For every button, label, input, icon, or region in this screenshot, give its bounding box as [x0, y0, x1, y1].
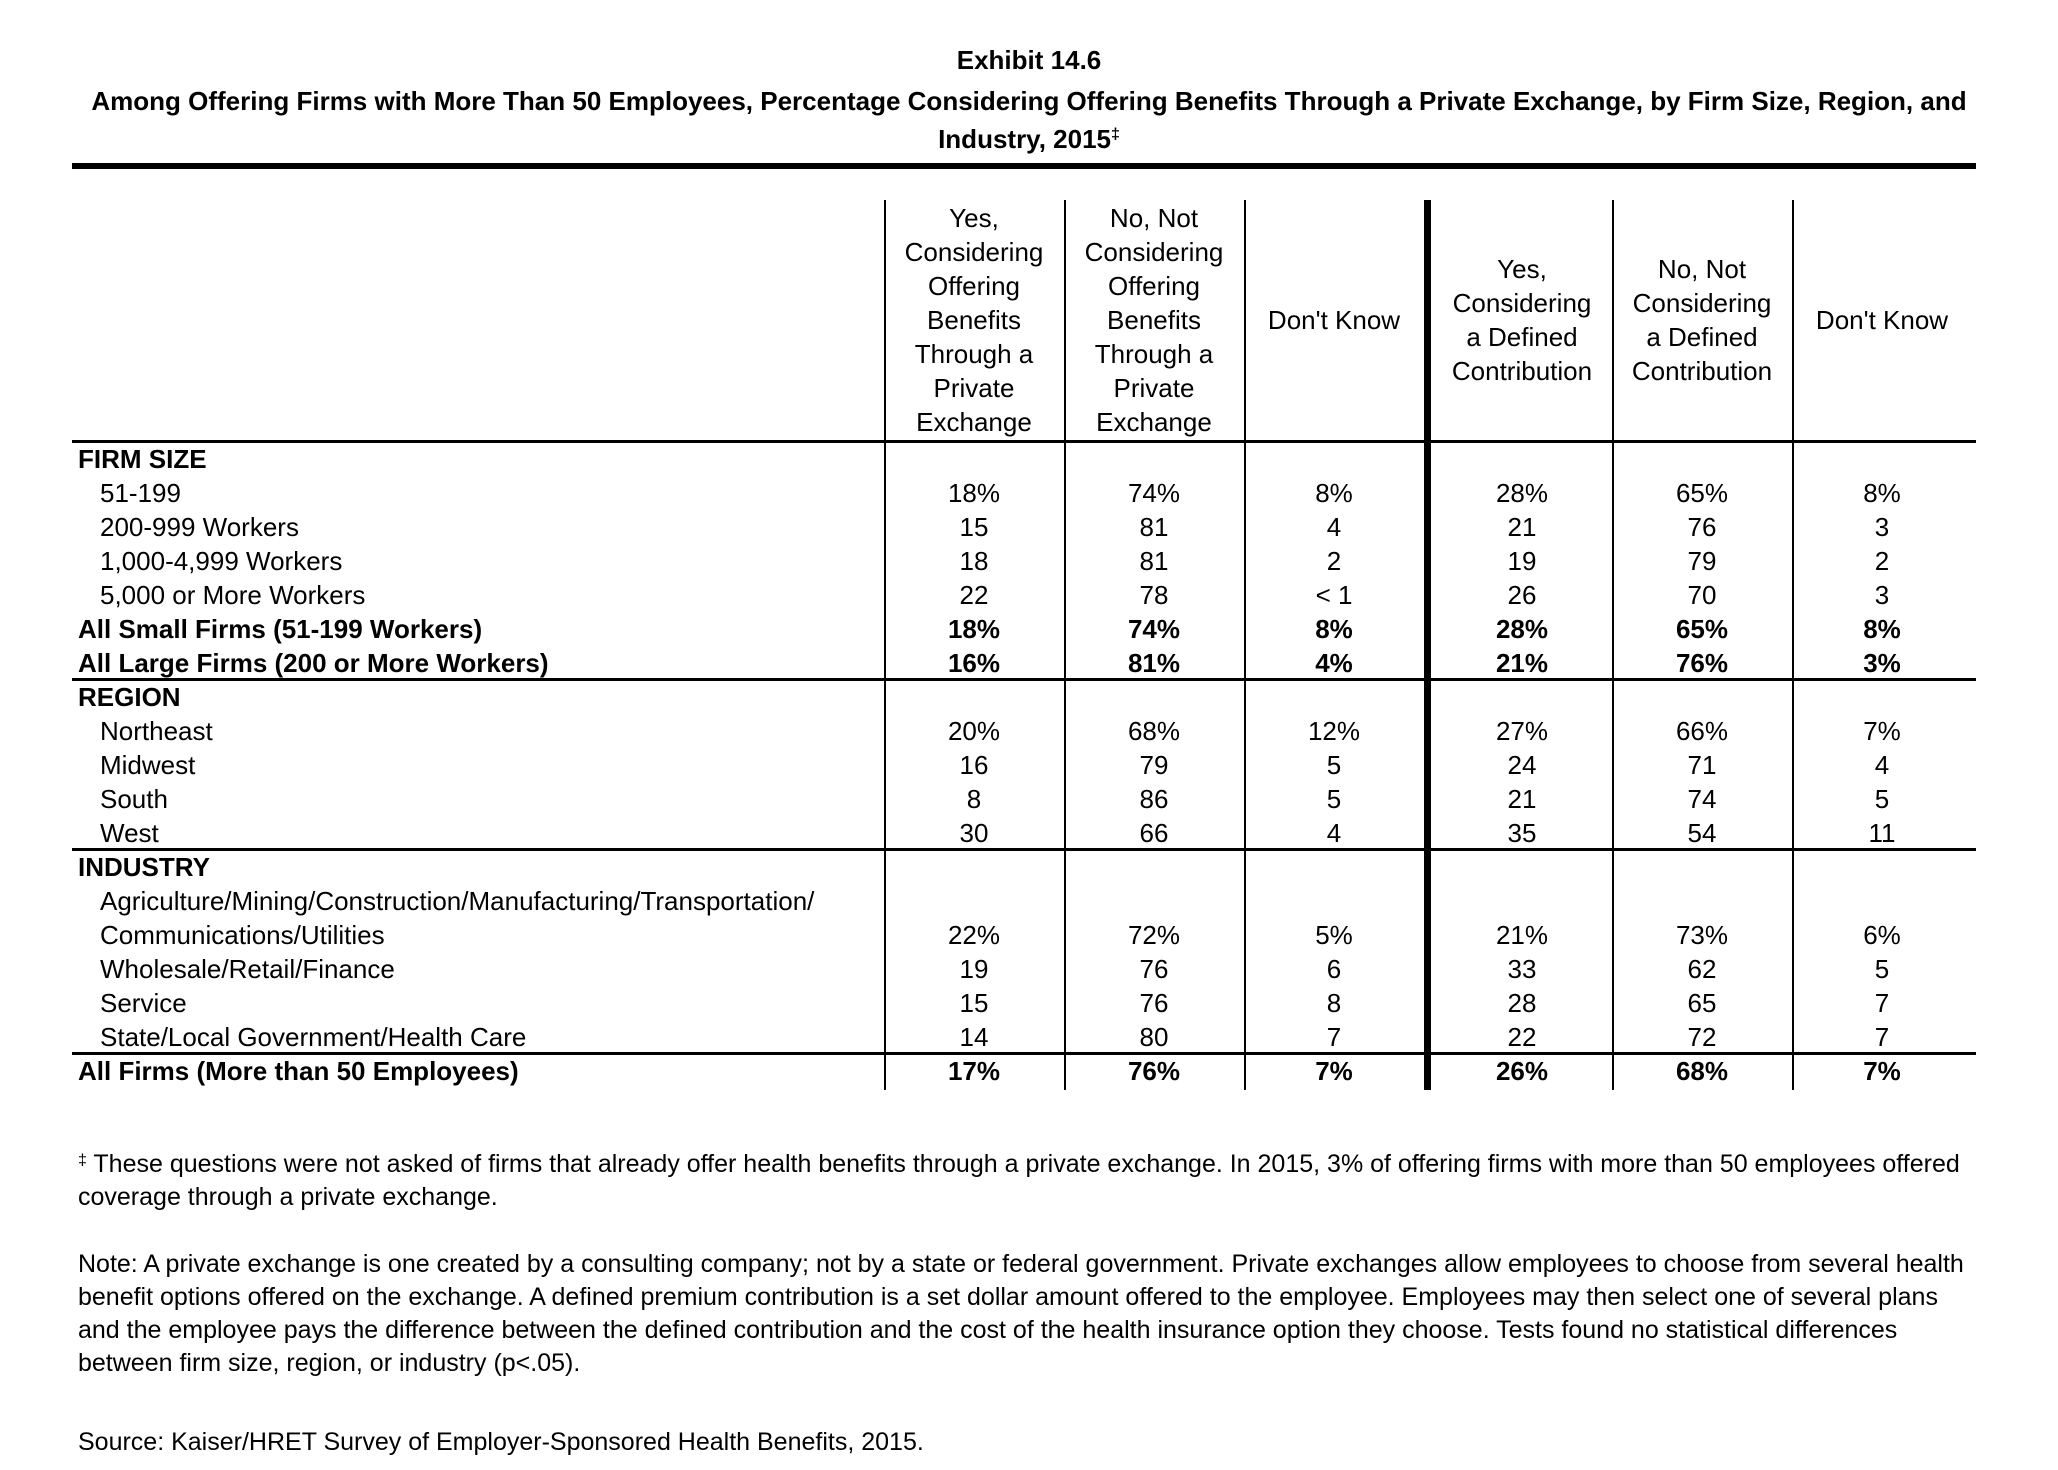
table-row — [72, 1020, 1976, 1054]
table-cell: 33 — [1507, 954, 1537, 984]
row-label: REGION — [78, 682, 181, 712]
table-cell: 76 — [1139, 954, 1169, 984]
section-header-row — [72, 850, 1976, 884]
row-label: 5,000 or More Workers — [100, 580, 366, 610]
table-row — [72, 578, 1976, 612]
table-cell: 21% — [1495, 648, 1549, 678]
table-cell: 5 — [1326, 750, 1342, 780]
table-cell: 81 — [1139, 546, 1169, 576]
column-header: Don't Know — [1267, 305, 1401, 335]
table-cell: 81 — [1139, 512, 1169, 542]
table-cell: 78 — [1139, 580, 1169, 610]
table-cell: 74% — [1127, 478, 1181, 508]
table-cell: 26% — [1495, 1056, 1549, 1086]
table-row — [72, 782, 1976, 816]
table-cell: < 1 — [1315, 580, 1353, 610]
table-cell: 72% — [1127, 920, 1181, 950]
table-cell: 7 — [1874, 988, 1890, 1018]
table-cell: 21 — [1507, 512, 1537, 542]
row-label: All Large Firms (200 or More Workers) — [78, 648, 549, 678]
table-cell: 21% — [1495, 920, 1549, 950]
table-row — [72, 748, 1976, 782]
title-footnote-mark: ‡ — [1111, 126, 1120, 143]
row-label: Wholesale/Retail/Finance — [100, 954, 395, 984]
table-cell: 3% — [1863, 648, 1901, 678]
exhibit-number: Exhibit 14.6 — [956, 45, 1102, 75]
table-cell: 65% — [1675, 478, 1729, 508]
table-cell: 8% — [1315, 614, 1353, 644]
row-label: West — [100, 818, 159, 848]
table-row — [72, 884, 1976, 918]
row-label: All Firms (More than 50 Employees) — [78, 1056, 519, 1086]
table-cell: 24 — [1507, 750, 1537, 780]
row-label: Northeast — [100, 716, 213, 746]
table-cell: 68% — [1127, 716, 1181, 746]
table-cell: 7% — [1863, 716, 1901, 746]
table-cell: 8 — [1326, 988, 1342, 1018]
row-label: 1,000-4,999 Workers — [100, 546, 343, 576]
table-cell: 21 — [1507, 784, 1537, 814]
table-cell: 22% — [947, 920, 1001, 950]
table-cell: 76% — [1127, 1056, 1181, 1086]
row-label: INDUSTRY — [78, 852, 210, 882]
table-cell: 28 — [1507, 988, 1537, 1018]
table-cell: 8% — [1863, 478, 1901, 508]
table-cell: 22 — [959, 580, 989, 610]
table-cell: 79 — [1139, 750, 1169, 780]
total-row — [72, 1054, 1976, 1088]
row-label: South — [100, 784, 168, 814]
table-row — [72, 986, 1976, 1020]
table-cell: 2 — [1874, 546, 1890, 576]
table-row — [72, 816, 1976, 850]
table-cell: 22 — [1507, 1022, 1537, 1052]
row-label: State/Local Government/Health Care — [100, 1022, 527, 1052]
table-cell: 16 — [959, 750, 989, 780]
row-label: FIRM SIZE — [78, 444, 207, 474]
table-row — [72, 952, 1976, 986]
table-cell: 15 — [959, 988, 989, 1018]
table-cell: 65% — [1675, 614, 1729, 644]
table-cell: 8% — [1863, 614, 1901, 644]
table-cell: 76 — [1139, 988, 1169, 1018]
exhibit-title-text: Among Offering Firms with More Than 50 Employees, Percentage Considering Offering Benefits Through a Private Exchange, by Firm Size, Region, and Industry, 2015 — [91, 86, 1967, 154]
table-cell: 18% — [947, 478, 1001, 508]
row-label: 200-999 Workers — [100, 512, 299, 542]
table-cell: 66 — [1139, 818, 1169, 848]
table-cell: 8 — [966, 784, 982, 814]
column-header: Yes, Considering a Defined Contribution — [1451, 254, 1593, 386]
table-cell: 5% — [1315, 920, 1353, 950]
note: Note: A private exchange is one created by a consulting company; not by a state or federal government. Private exchanges allow employees to choose from several health benefit options offered on the exchange. A defined premium contribution is a set dollar amount offered to the employee. Employees may then select one of several plans and the employee pays the difference between the defined contribution and the cost of the health insurance option they choose. Tests found no statistical differences between firm size, region, or industry (p<.05). — [78, 1250, 1964, 1377]
table-cell: 20% — [947, 716, 1001, 746]
footnote-mark: ‡ — [78, 1152, 87, 1169]
table-cell: 74 — [1687, 784, 1717, 814]
table-cell: 5 — [1874, 954, 1890, 984]
table-cell: 27% — [1495, 716, 1549, 746]
table-cell: 28% — [1495, 614, 1549, 644]
table-cell: 6 — [1326, 954, 1342, 984]
table-cell: 76% — [1675, 648, 1729, 678]
table-cell: 65 — [1687, 988, 1717, 1018]
total-row — [72, 646, 1976, 680]
table-cell: 4 — [1874, 750, 1890, 780]
table-cell: 26 — [1507, 580, 1537, 610]
column-header: Don't Know — [1815, 305, 1949, 335]
table-cell: 4 — [1326, 512, 1342, 542]
table-cell: 19 — [1507, 546, 1537, 576]
table-cell: 7 — [1874, 1022, 1890, 1052]
row-label: Midwest — [100, 750, 196, 780]
table-cell: 4% — [1315, 648, 1353, 678]
section-header-row — [72, 680, 1976, 714]
table-cell: 11 — [1868, 818, 1896, 848]
table-cell: 71 — [1687, 750, 1717, 780]
table-cell: 18 — [959, 546, 989, 576]
table-cell: 30 — [959, 818, 989, 848]
table-cell: 80 — [1139, 1022, 1169, 1052]
table-cell: 66% — [1675, 716, 1729, 746]
row-label: Agriculture/Mining/Construction/Manufacturing/Transportation/ — [100, 886, 815, 916]
table-cell: 86 — [1139, 784, 1169, 814]
table-cell: 79 — [1687, 546, 1717, 576]
table-cell: 5 — [1326, 784, 1342, 814]
table-cell: 28% — [1495, 478, 1549, 508]
source: Source: Kaiser/HRET Survey of Employer-Sponsored Health Benefits, 2015. — [78, 1428, 924, 1456]
table-cell: 7% — [1315, 1056, 1353, 1086]
table-cell: 4 — [1326, 818, 1342, 848]
row-label: All Small Firms (51-199 Workers) — [78, 614, 483, 644]
table-cell: 35 — [1507, 818, 1537, 848]
table-row — [72, 510, 1976, 544]
table-cell: 81% — [1127, 648, 1181, 678]
table-cell: 54 — [1687, 818, 1717, 848]
table-cell: 15 — [959, 512, 989, 542]
row-label: Service — [100, 988, 187, 1018]
column-header: No, Not Considering Offering Benefits Through a Private Exchange — [1084, 203, 1224, 437]
top-rule — [72, 163, 1976, 169]
table-cell: 17% — [947, 1056, 1001, 1086]
table-cell: 72 — [1687, 1022, 1717, 1052]
table-row — [72, 918, 1976, 952]
table-cell: 16% — [947, 648, 1001, 678]
footnote — [78, 1148, 1978, 1214]
table-row — [72, 544, 1976, 578]
table-cell: 18% — [947, 614, 1001, 644]
column-header: No, Not Considering a Defined Contribution — [1631, 254, 1773, 386]
table-cell: 70 — [1687, 580, 1717, 610]
table-cell: 19 — [959, 954, 989, 984]
column-header: Yes, Considering Offering Benefits Through a Private Exchange — [904, 203, 1044, 437]
footnote-text: These questions were not asked of firms that already offer health benefits through a private exchange. In 2015, 3% of offering firms with more than 50 employees offered coverage through a private exchange. — [78, 1150, 1960, 1211]
row-label: Communications/Utilities — [100, 920, 385, 950]
table-row — [72, 714, 1976, 748]
table-row — [72, 476, 1976, 510]
exhibit-title — [60, 82, 1998, 158]
row-label: 51-199 — [100, 478, 181, 508]
table-cell: 73% — [1675, 920, 1729, 950]
table-cell: 7 — [1326, 1022, 1342, 1052]
table-cell: 14 — [959, 1022, 989, 1052]
table-cell: 68% — [1675, 1056, 1729, 1086]
table-cell: 62 — [1687, 954, 1717, 984]
table-cell: 3 — [1874, 580, 1890, 610]
table-cell: 5 — [1874, 784, 1890, 814]
total-row — [72, 612, 1976, 646]
table-cell: 74% — [1127, 614, 1181, 644]
table-cell: 3 — [1874, 512, 1890, 542]
table-cell: 6% — [1863, 920, 1901, 950]
section-header-row — [72, 442, 1976, 476]
table-cell: 8% — [1315, 478, 1353, 508]
table-cell: 2 — [1326, 546, 1342, 576]
table-cell: 12% — [1307, 716, 1361, 746]
table-cell: 76 — [1687, 512, 1717, 542]
table-cell: 7% — [1863, 1056, 1901, 1086]
